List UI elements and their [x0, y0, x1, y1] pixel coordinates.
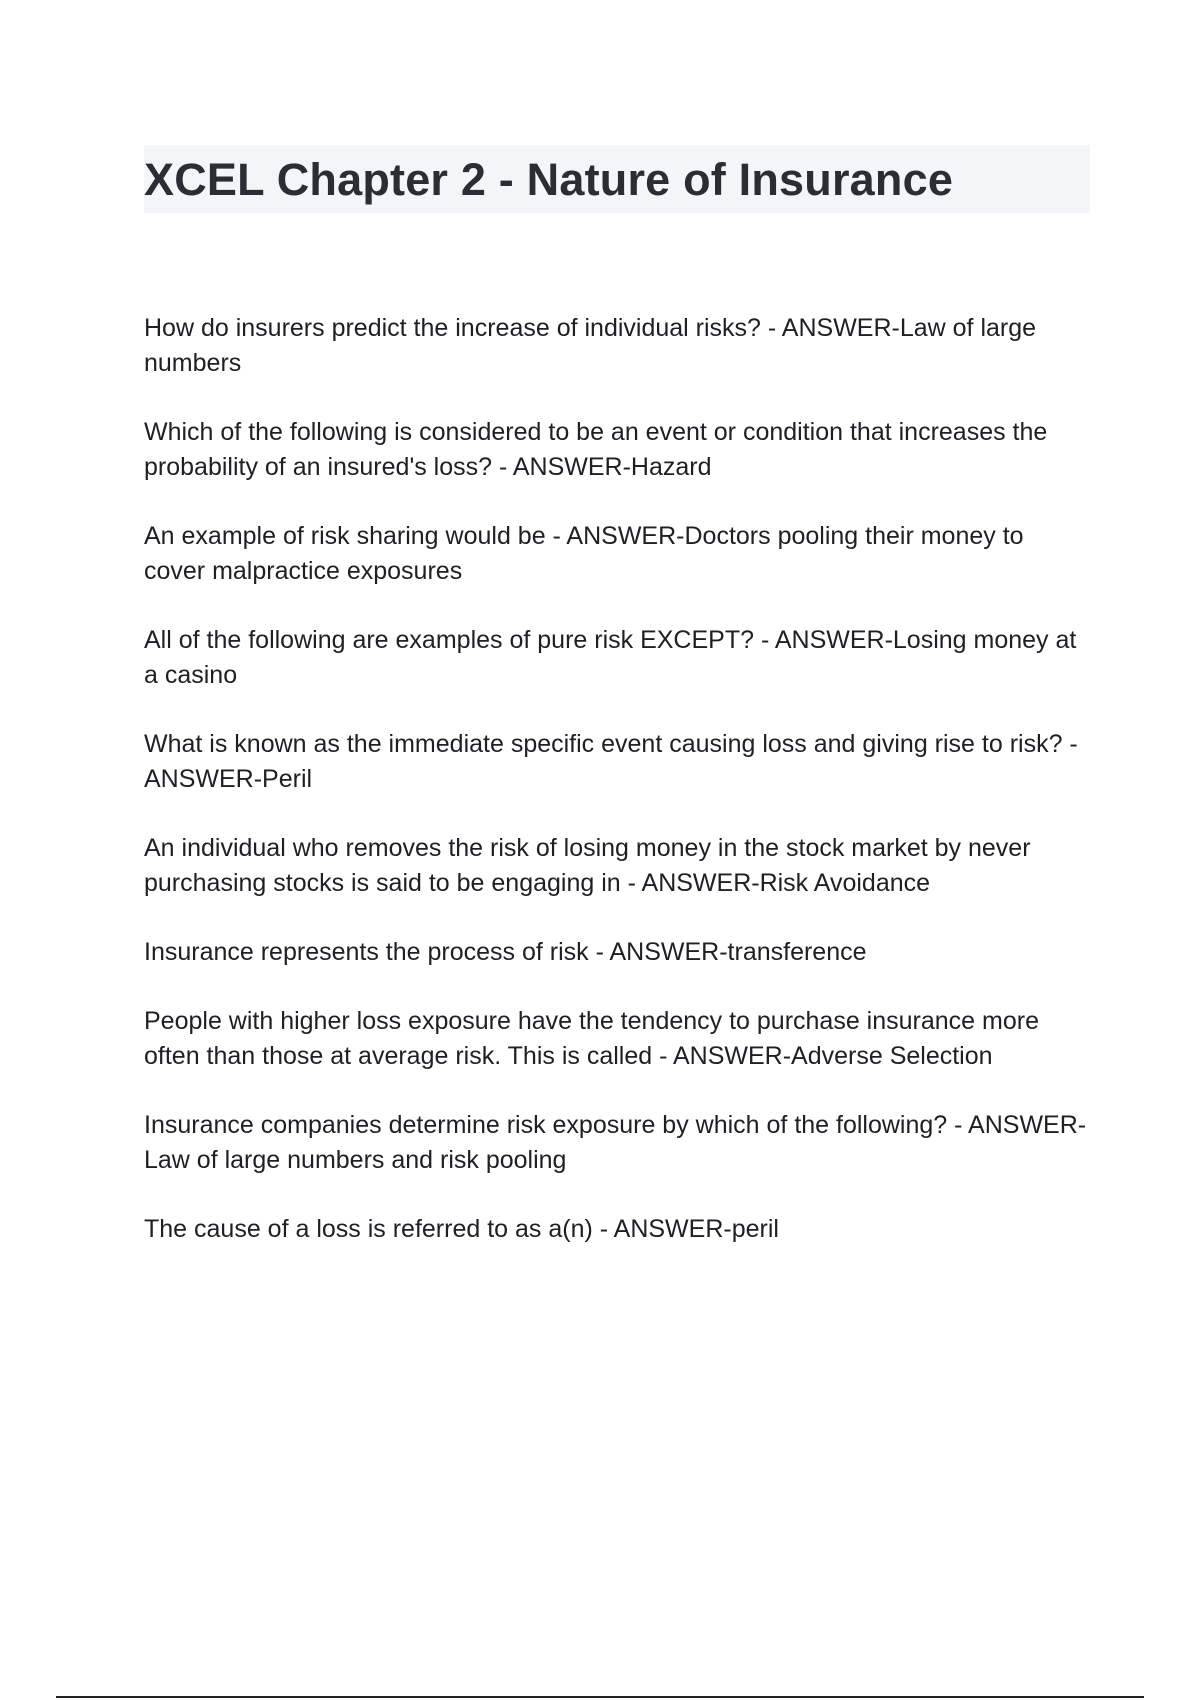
qa-item-5: What is known as the immediate specific event causing loss and giving rise to risk? - ANSWER-Peril — [144, 730, 1078, 793]
title-band — [144, 145, 1090, 213]
qa-item-4: All of the following are examples of pure risk EXCEPT? - ANSWER-Losing money at a casino — [144, 626, 1077, 689]
qa-item-3: An example of risk sharing would be - ANSWER-Doctors pooling their money to cover malpractice exposures — [144, 522, 1024, 585]
qa-item-8: People with higher loss exposure have the tendency to purchase insurance more often than those at average risk. This is called - ANSWER-Adverse Selection — [144, 1007, 1039, 1070]
qa-list — [144, 311, 1090, 1281]
qa-item-10: The cause of a loss is referred to as a(n) - ANSWER-peril — [144, 1215, 779, 1243]
qa-item-6: An individual who removes the risk of losing money in the stock market by never purchasing stocks is said to be engaging in - ANSWER-Risk Avoidance — [144, 834, 1031, 897]
page-title: XCEL Chapter 2 - Nature of Insurance — [144, 153, 954, 205]
qa-item-7: Insurance represents the process of risk - ANSWER-transference — [144, 938, 867, 966]
footer-divider — [56, 1696, 1144, 1698]
qa-item-1: How do insurers predict the increase of individual risks? - ANSWER-Law of large numbers — [144, 314, 1037, 377]
qa-item-9: Insurance companies determine risk exposure by which of the following? - ANSWER-Law of large numbers and risk pooling — [144, 1111, 1087, 1174]
qa-item-2: Which of the following is considered to be an event or condition that increases the probability of an insured's loss? - ANSWER-Hazard — [144, 418, 1048, 481]
